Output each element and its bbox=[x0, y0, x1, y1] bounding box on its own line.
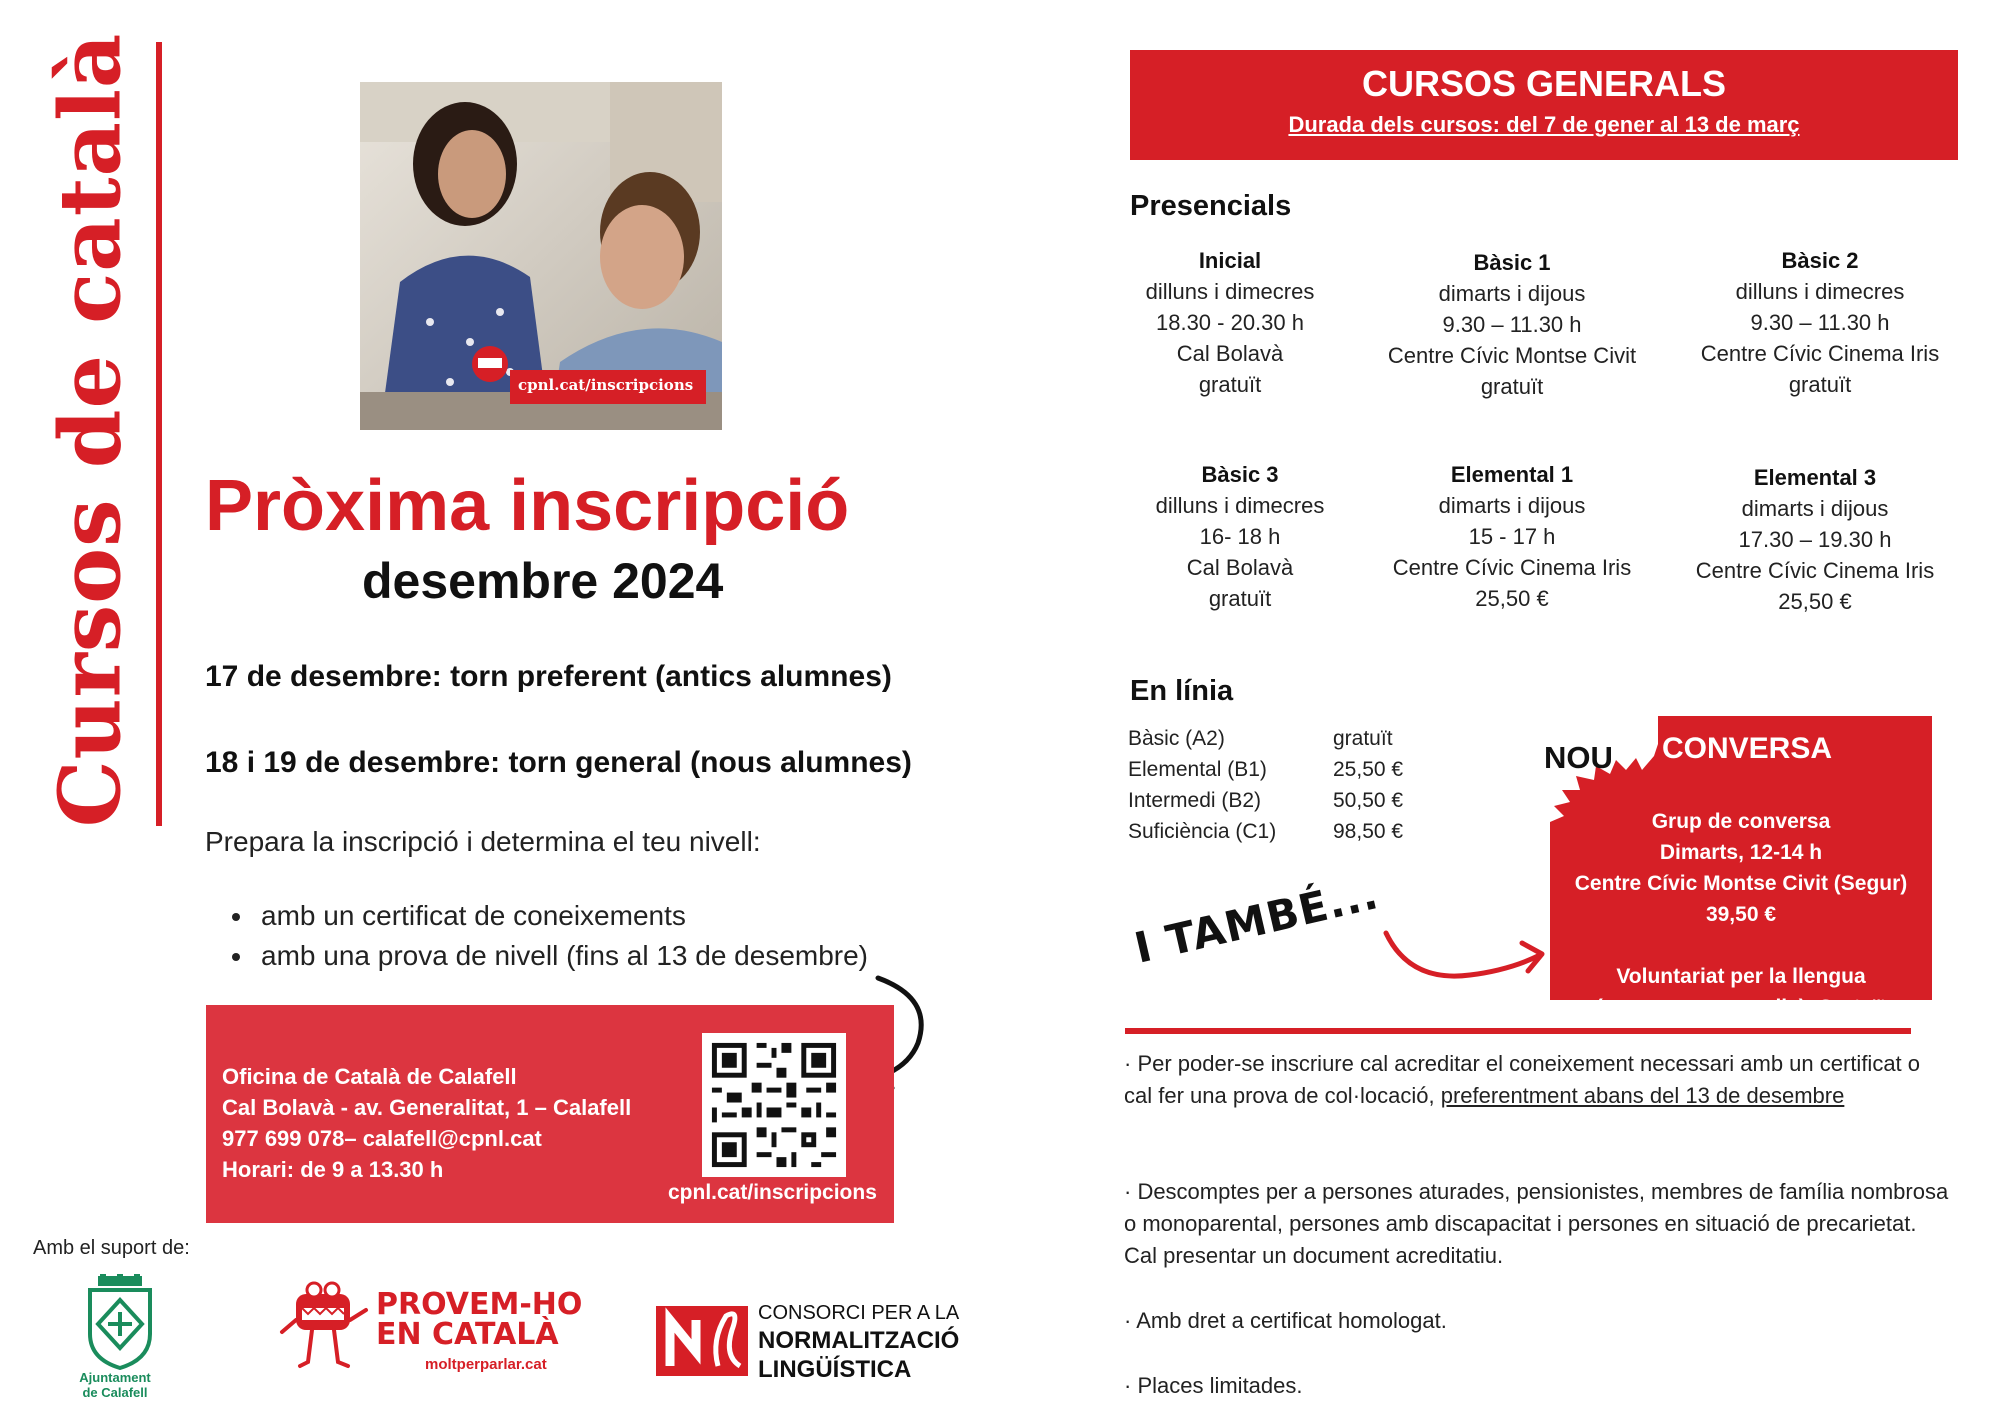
note-certificate: · Amb dret a certificat homologat. bbox=[1124, 1308, 1447, 1333]
course-card: Bàsic 1 dimarts i dijous 9.30 – 11.30 h Centre Cívic Montse Civit gratuït bbox=[1387, 250, 1637, 399]
table-row: Elemental (B1) 25,50 € bbox=[1128, 758, 1404, 781]
note-requirement: · Per poder-se inscriure cal acreditar el coneixement necessari amb un certificat o cal fer una prova de col·locació, preferentment abans del 13 de desembre bbox=[1124, 1051, 1921, 1108]
table-row: Bàsic (A2) gratuït bbox=[1128, 727, 1393, 750]
qr-url-label: cpnl.cat/inscripcions bbox=[668, 1181, 877, 1204]
ajuntament-logo bbox=[70, 1274, 170, 1370]
itambe-label: I TAMBÉ... bbox=[1130, 869, 1384, 973]
course-card: Inicial dilluns i dimecres 18.30 - 20.30 h Cal Bolavà gratuït bbox=[1145, 248, 1315, 397]
support-label: Amb el suport de: bbox=[33, 1237, 190, 1259]
note-limited: · Places limitades. bbox=[1124, 1373, 1303, 1398]
side-divider bbox=[156, 42, 162, 826]
provem-url: moltperparlar.cat bbox=[425, 1356, 547, 1373]
list-item: • amb un certificat de coneixements bbox=[255, 896, 868, 936]
prepare-text: Prepara la inscripció i determina el teu nivell: bbox=[205, 826, 761, 857]
section-divider bbox=[1125, 1028, 1911, 1034]
subheadline: desembre 2024 bbox=[362, 553, 724, 609]
course-card: Bàsic 3 dilluns i dimecres 16- 18 h Cal Bolavà gratuït bbox=[1155, 462, 1325, 611]
general-courses-banner bbox=[1130, 50, 1958, 160]
headline: Pròxima inscripció bbox=[205, 466, 850, 546]
photo-url-label: cpnl.cat/inscripcions bbox=[518, 376, 694, 394]
table-row: Intermedi (B2) 50,50 € bbox=[1128, 789, 1404, 812]
options-list bbox=[225, 896, 868, 976]
courses-duration: Durada dels cursos: del 7 de gener al 13 de març bbox=[1288, 112, 1800, 137]
list-item: • amb una prova de nivell (fins al 13 de desembre) bbox=[255, 936, 868, 976]
turn-general: 18 i 19 de desembre: torn general (nous alumnes) bbox=[205, 746, 912, 779]
side-title: Cursos de català bbox=[40, 32, 140, 828]
qr-code-icon[interactable] bbox=[702, 1033, 846, 1177]
office-contact: 977 699 078– calafell@cpnl.cat bbox=[222, 1126, 542, 1151]
general-courses-title: CURSOS GENERALS bbox=[1361, 63, 1727, 104]
online-title: En línia bbox=[1130, 675, 1234, 707]
course-card: Elemental 1 dimarts i dijous 15 - 17 h Centre Cívic Cinema Iris 25,50 € bbox=[1392, 462, 1632, 611]
turn-preferent: 17 de desembre: torn preferent (antics alumnes) bbox=[205, 660, 892, 693]
cpnl-logo-text: CONSORCI PER A LA NORMALITZACIÓ LINGÜÍSTICA bbox=[758, 1302, 960, 1383]
conversa-details: Grup de conversa Dimarts, 12-14 h Centre Cívic Montse Civit (Segur) 39,50 € Voluntariat per la llengua (conversa en parella). Gratuït bbox=[1574, 810, 1908, 1019]
cpnl-logo-icon bbox=[656, 1300, 748, 1376]
new-badge: NOU bbox=[1544, 740, 1613, 775]
office-box bbox=[206, 1005, 894, 1223]
curved-arrow-icon bbox=[1380, 925, 1550, 995]
office-name: Oficina de Català de Calafell bbox=[222, 1064, 517, 1089]
presencials-title: Presencials bbox=[1130, 190, 1292, 222]
provem-logo-text: PROVEM-HO EN CATALÀ bbox=[376, 1287, 583, 1352]
course-card: Elemental 3 dimarts i dijous 17.30 – 19.30 h Centre Cívic Cinema Iris 25,50 € bbox=[1695, 465, 1935, 614]
office-address: Cal Bolavà - av. Generalitat, 1 – Calafell bbox=[222, 1095, 632, 1120]
ajuntament-logo-text: Ajuntament de Calafell bbox=[79, 1370, 151, 1400]
office-hours: Horari: de 9 a 13.30 h bbox=[222, 1157, 444, 1182]
students-photo bbox=[360, 82, 722, 430]
table-row: Suficiència (C1) 98,50 € bbox=[1128, 820, 1404, 843]
provem-mascot-icon bbox=[278, 1280, 370, 1370]
online-price-table bbox=[1128, 723, 1403, 847]
conversa-title: CONVERSA bbox=[1662, 732, 1833, 765]
note-discounts: · Descomptes per a persones aturades, pensionistes, membres de família nombrosa o monoparental, persones amb discapacitat i persones en situació de precarietat. Cal presentar un document acreditatiu. bbox=[1124, 1179, 1949, 1268]
course-card: Bàsic 2 dilluns i dimecres 9.30 – 11.30 h Centre Cívic Cinema Iris gratuït bbox=[1700, 248, 1940, 397]
